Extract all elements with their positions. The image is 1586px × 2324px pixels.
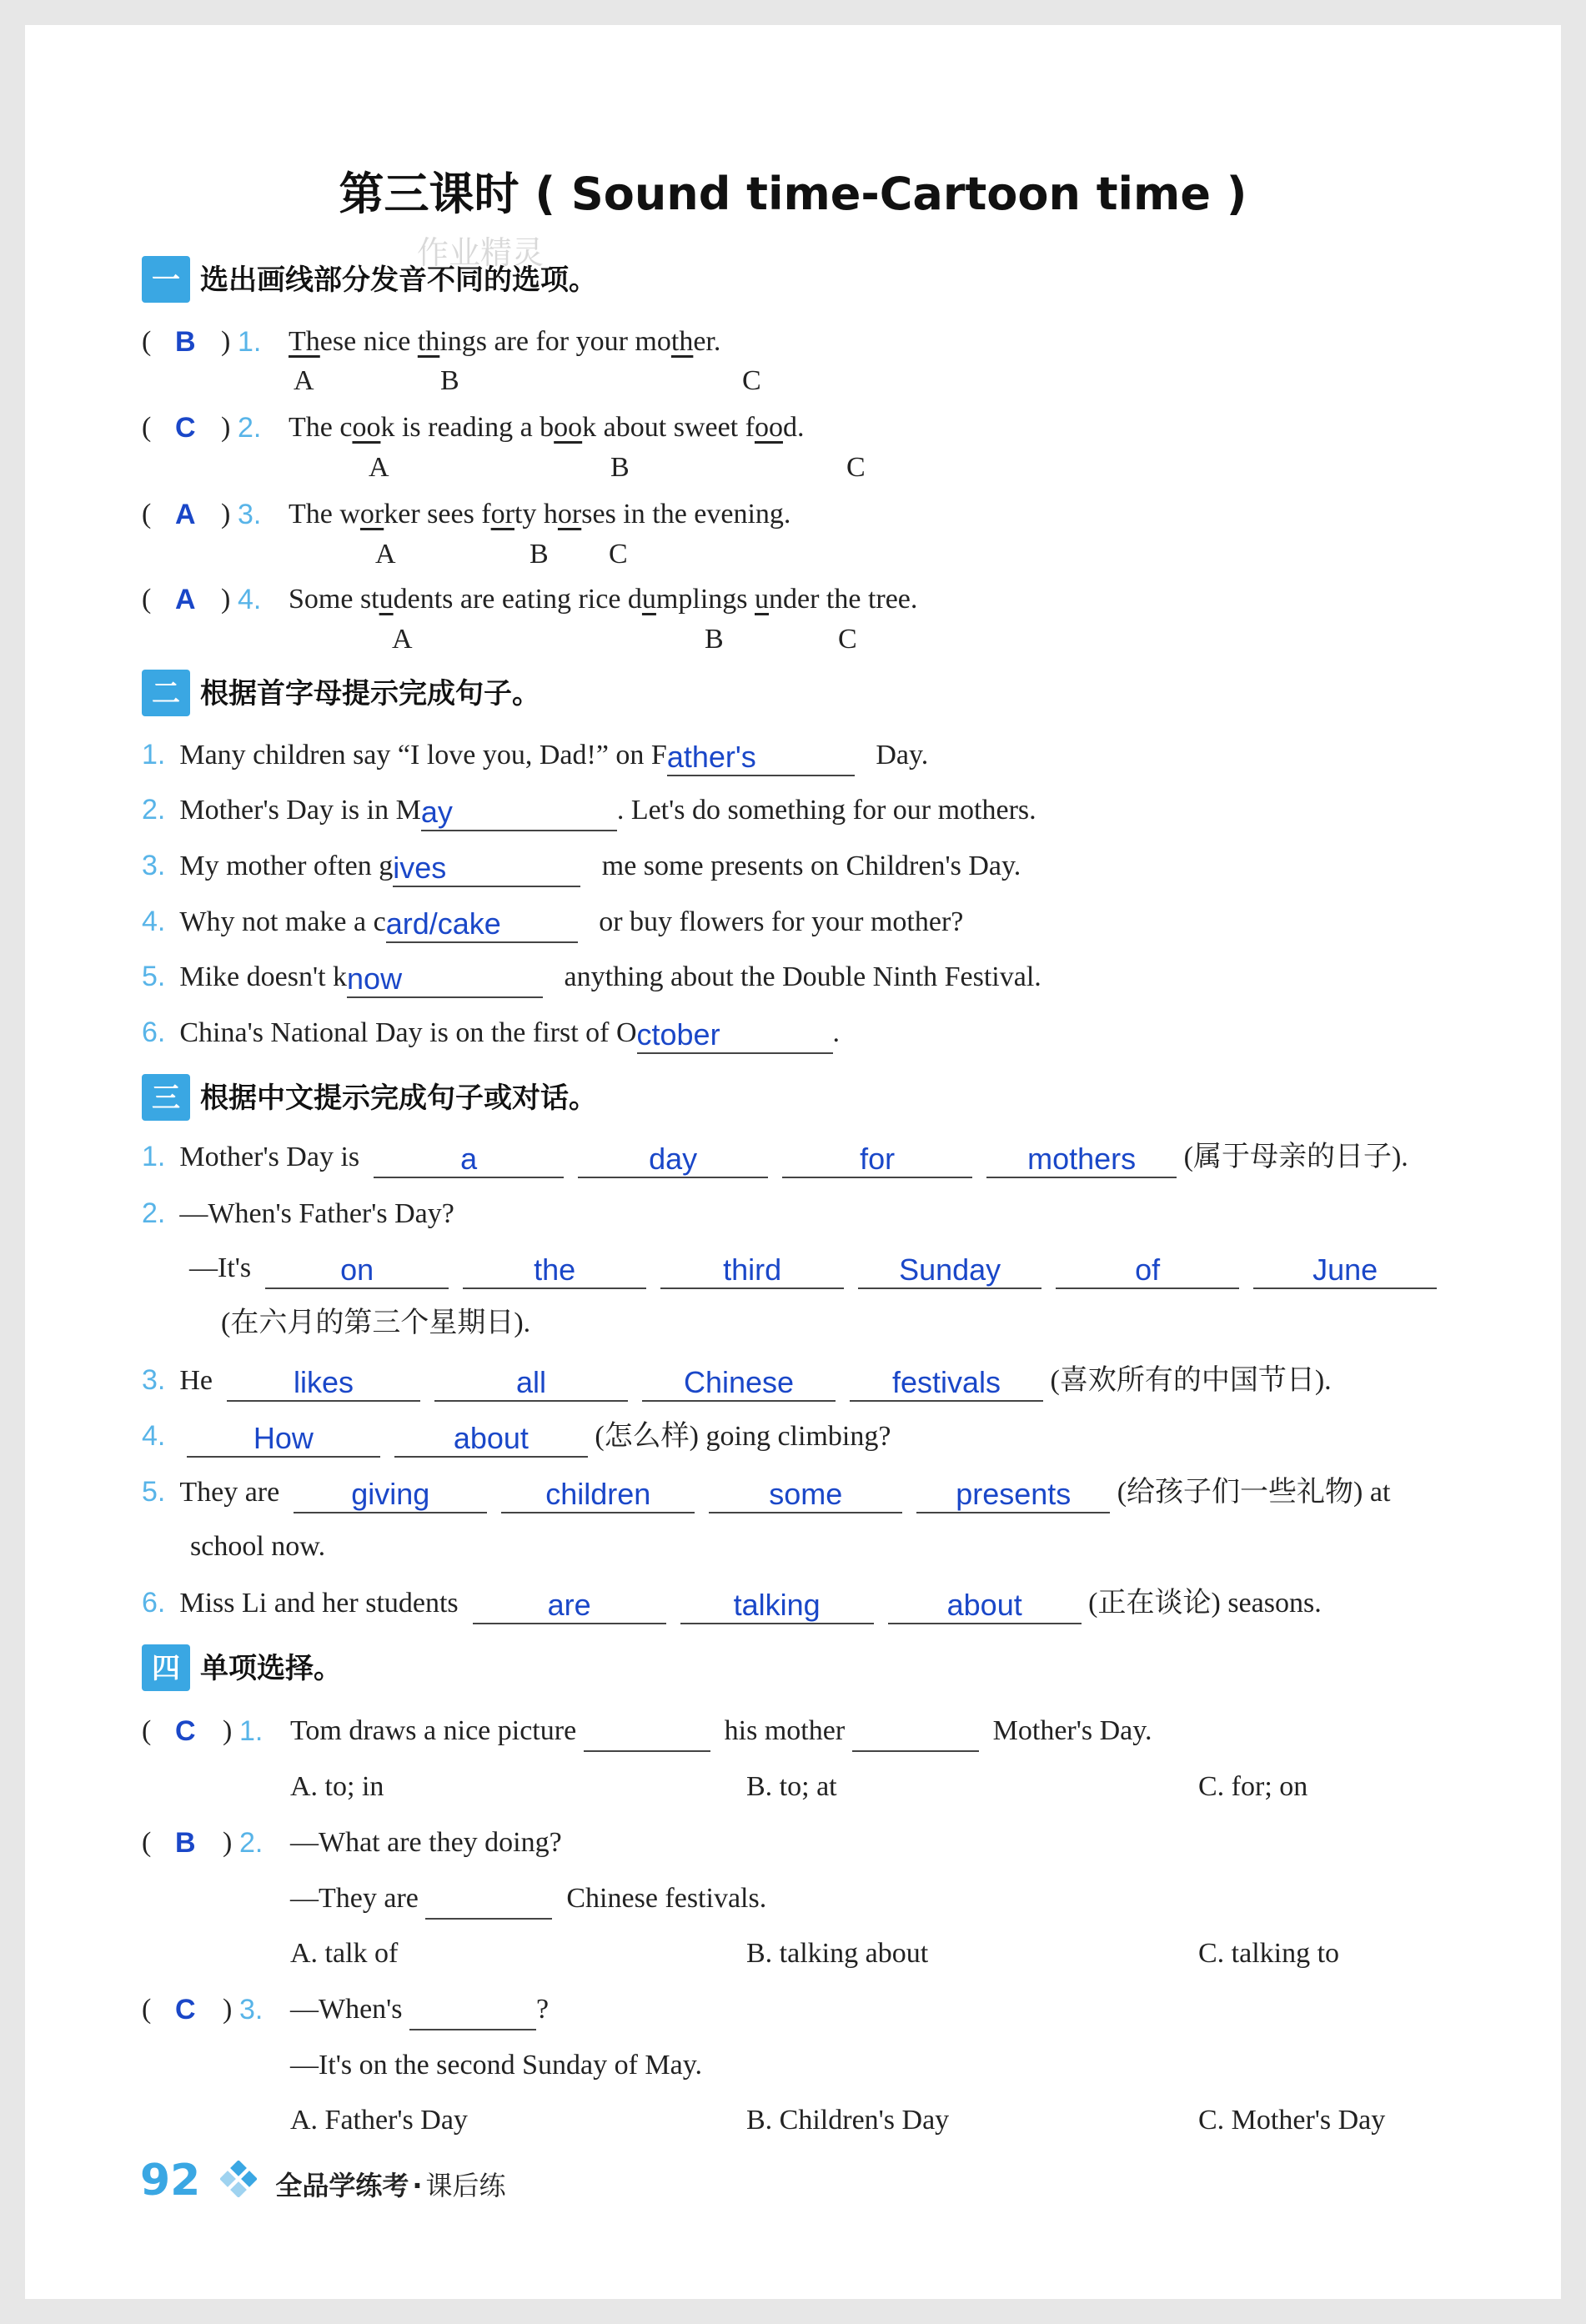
answer-blank: all [434, 1367, 628, 1402]
section-1-header [142, 256, 597, 304]
diamond-icon [220, 2161, 257, 2223]
answer-blank: Chinese [642, 1367, 836, 1402]
page-number: 92 [140, 2156, 201, 2206]
answer-blank: ctober [637, 1019, 833, 1054]
section-title: 根据首字母提示完成句子。 [200, 677, 540, 710]
sec3-item-5: 5. They are giving children some presents (给孩子们一些礼物) at [142, 1471, 1390, 1513]
answer-blank: ather's [667, 741, 855, 776]
sec2-item-2: 2. Mother's Day is in May . Let's do something for our mothers. [142, 789, 1036, 831]
answer-blank: of [1056, 1254, 1239, 1289]
sec2-item-5: 5. Mike doesn't know anything about the Double Ninth Festival. [142, 956, 1041, 997]
section-title: 根据中文提示完成句子或对话。 [200, 1082, 597, 1115]
option-c: C. for; on [1198, 1771, 1308, 1802]
section-badge: 一 [142, 256, 190, 303]
answer-blank: ard/cake [386, 908, 578, 943]
answer-blank: ay [421, 796, 617, 831]
answer-blank: about [394, 1423, 588, 1458]
sec2-item-4: 4. Why not make a card/cake or buy flowers for your mother? [142, 901, 963, 942]
answer-blank: day [578, 1143, 768, 1178]
watermark: 作业精灵 [417, 234, 545, 271]
answer-blank: presents [916, 1478, 1110, 1513]
sec3-item-1: 1. Mother's Day is a day for mothers (属于母亲的日子). [142, 1136, 1408, 1177]
answer-blank: are [473, 1589, 666, 1624]
question-text: Some students are eating rice dumplings under the tree. [289, 584, 918, 615]
question-text: The cook is reading a book about sweet food. [289, 412, 805, 443]
option-c: C. Mother's Day [1198, 2105, 1386, 2136]
answer-blank: a [374, 1143, 564, 1178]
sec3-item-5-cont: school now. [190, 1531, 326, 1562]
option-a: A. to; in [290, 1771, 384, 1802]
sec3-item-2-note: (在六月的第三个星期日). [221, 1308, 531, 1338]
answer-blank: now [347, 963, 543, 998]
answer-blank: third [660, 1254, 844, 1289]
answer-blank: How [187, 1423, 380, 1458]
option-b: B. to; at [746, 1771, 837, 1802]
answer-blank: children [501, 1478, 695, 1513]
section-3-header: 三 根据中文提示完成句子或对话。 [142, 1074, 597, 1122]
option-a: A. talk of [290, 1938, 399, 1969]
section-title: 选出画线部分发音不同的选项。 [200, 264, 597, 297]
section-2-header: 二 根据首字母提示完成句子。 [142, 670, 540, 718]
answer-blank: about [888, 1589, 1082, 1624]
answer-blank: talking [680, 1589, 874, 1624]
book-title: 全品学练考 [275, 2170, 409, 2201]
answer: B [175, 326, 196, 358]
answer-blank: for [782, 1143, 972, 1178]
sec3-item-3: 3. He likes all Chinese festivals (喜欢所有的中国节日). [142, 1359, 1332, 1401]
answer-blank: Sunday [858, 1254, 1041, 1289]
answer-blank: festivals [850, 1367, 1043, 1402]
question-text: These nice things are for your mother. [289, 326, 721, 357]
answer-blank: ives [393, 852, 580, 887]
page-title: 第三课时 ( Sound time-Cartoon time ) [339, 168, 1247, 220]
option-b: B. talking about [746, 1938, 929, 1969]
section-title: 单项选择。 [200, 1652, 342, 1685]
answer-blank: June [1253, 1254, 1437, 1289]
answer-blank: on [265, 1254, 449, 1289]
option-b: B. Children's Day [746, 2105, 950, 2136]
answer-blank: some [709, 1478, 902, 1513]
sec2-item-1: 1. Many children say “I love you, Dad!” on Father's Day. [142, 734, 928, 776]
answer-blank: likes [227, 1367, 420, 1402]
sec3-item-4: 4. How about (怎么样) going climbing? [142, 1415, 891, 1457]
sec2-item-6: 6. China's National Day is on the first of October . [142, 1011, 840, 1053]
section-4-header: 四 单项选择。 [142, 1644, 342, 1693]
answer-blank: mothers [986, 1143, 1177, 1178]
answer-blank: the [463, 1254, 646, 1289]
sec2-item-3: 3. My mother often gives me some presents on Children's Day. [142, 845, 1021, 886]
option-c: C. talking to [1198, 1938, 1340, 1969]
sec3-item-6: 6. Miss Li and her students are talking about (正在谈论) seasons. [142, 1582, 1322, 1624]
footer: 92 全品学练考 · 课后练 [140, 2151, 506, 2210]
option-a: A. Father's Day [290, 2105, 468, 2136]
book-subtitle: 课后练 [425, 2170, 506, 2201]
sec3-item-2-line2: —It's on the third Sunday of June [189, 1247, 1437, 1289]
answer-blank: giving [294, 1478, 487, 1513]
sec3-item-2-line1: 2. —When's Father's Day? [142, 1197, 454, 1229]
question-text: The worker sees forty horses in the evening. [289, 499, 791, 530]
